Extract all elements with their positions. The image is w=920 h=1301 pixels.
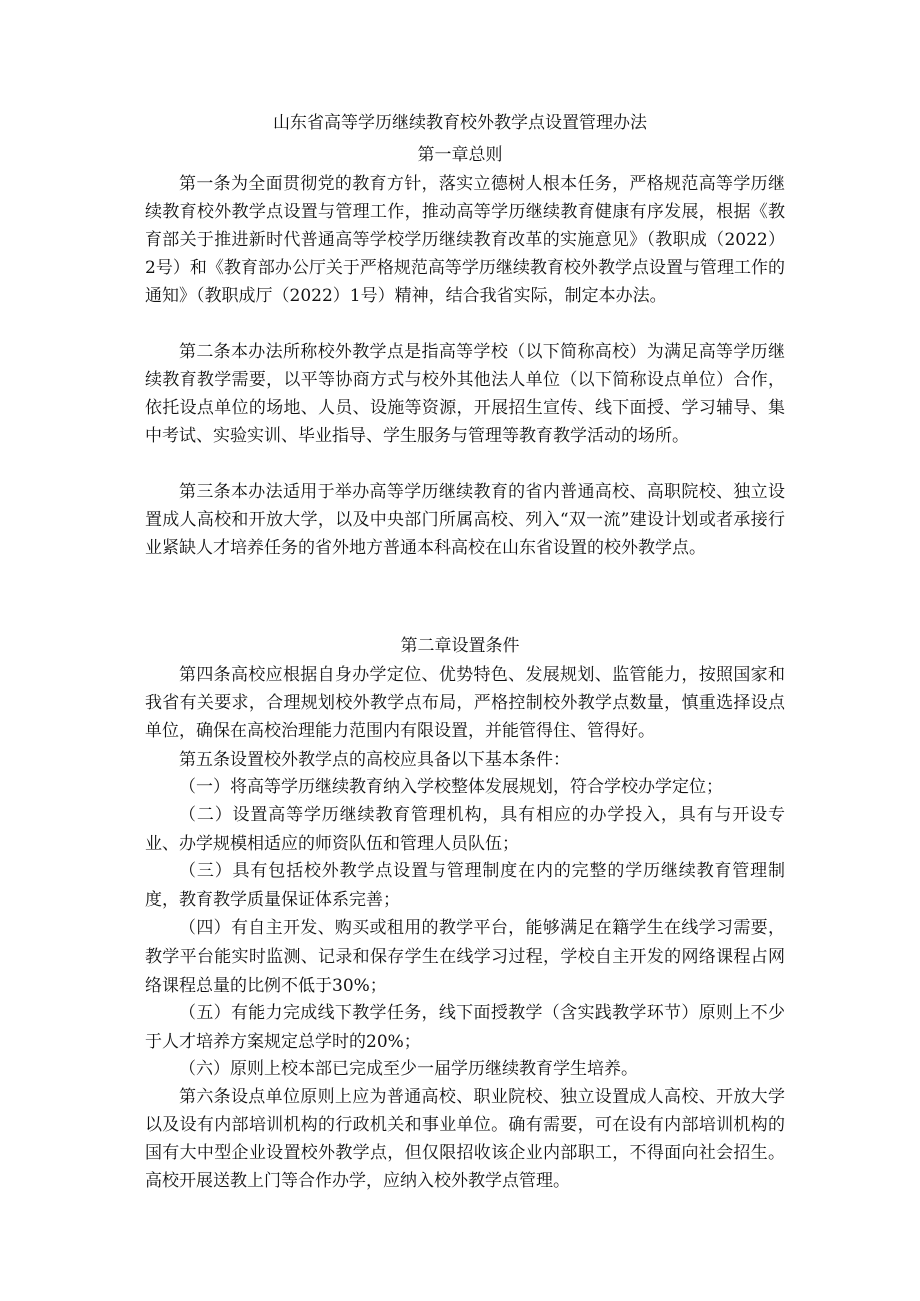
- chapter-2-heading: 第二章设置条件: [400, 636, 520, 656]
- condition-1: （一）将高等学历继续教育纳入学校整体发展规划，符合学校办学定位；: [179, 777, 723, 797]
- document-title: 山东省高等学历继续教育校外教学点设置管理办法: [273, 113, 647, 133]
- condition-5: （五）有能力完成线下教学任务，线下面授教学（含实践教学环节）原则上不少于人才培养方案规定总学时的20%；: [145, 1003, 785, 1052]
- condition-3: （三）具有包括校外教学点设置与管理制度在内的完整的学历继续教育管理制度，教育教学质量保证体系完善；: [145, 861, 785, 910]
- article-4: 第四条高校应根据自身办学定位、优势特色、发展规划、监管能力，按照国家和我省有关要求，合理规划校外教学点布局，严格控制校外教学点数量，慎重选择设点单位，确保在高校治理能力范围内有限设置，并能管得住、管得好。: [145, 665, 785, 741]
- article-3: 第三条本办法适用于举办高等学历继续教育的省内普通高校、高职院校、独立设置成人高校和开放大学，以及中央部门所属高校、列入“双一流”建设计划或者承接行业紧缺人才培养任务的省外地方普通本科高校在山东省设置的校外教学点。: [145, 482, 785, 558]
- chapter-1-heading: 第一章总则: [417, 145, 503, 165]
- condition-4: （四）有自主开发、购买或租用的教学平台，能够满足在籍学生在线学习需要，教学平台能实时监测、记录和保存学生在线学习过程，学校自主开发的网络课程占网络课程总量的比例不低于30%；: [145, 918, 785, 996]
- article-2: 第二条本办法所称校外教学点是指高等学校（以下简称高校）为满足高等学历继续教育教学需要，以平等协商方式与校外其他法人单位（以下简称设点单位）合作，依托设点单位的场地、人员、设施等资源，开展招生宣传、线下面授、学习辅导、集中考试、实验实训、毕业指导、学生服务与管理等教育教学活动的场所。: [145, 342, 785, 446]
- condition-2: （二）设置高等学历继续教育管理机构，具有相应的办学投入，具有与开设专业、办学规模相适应的师资队伍和管理人员队伍；: [145, 805, 785, 854]
- condition-6: （六）原则上校本部已完成至少一届学历继续教育学生培养。: [179, 1059, 638, 1079]
- article-6: 第六条设点单位原则上应为普通高校、职业院校、独立设置成人高校、开放大学以及设有内部培训机构的行政机关和事业单位。确有需要，可在设有内部培训机构的国有大中型企业设置校外教学点，但仅限招收该企业内部职工，不得面向社会招生。高校开展送教上门等合作办学，应纳入校外教学点管理。: [145, 1087, 785, 1191]
- article-5: 第五条设置校外教学点的高校应具备以下基本条件：: [179, 750, 570, 770]
- article-1: 第一条为全面贯彻党的教育方针，落实立德树人根本任务，严格规范高等学历继续教育校外教学点设置与管理工作，推动高等学历继续教育健康有序发展，根据《教育部关于推进新时代普通高等学校学历继续教育改革的实施意见》（教职成（2022）2号）和《教育部办公厅关于严格规范高等学历继续教育校外教学点设置与管理工作的通知》（教职成厅（2022）1号）精神，结合我省实际，制定本办法。: [145, 174, 785, 306]
